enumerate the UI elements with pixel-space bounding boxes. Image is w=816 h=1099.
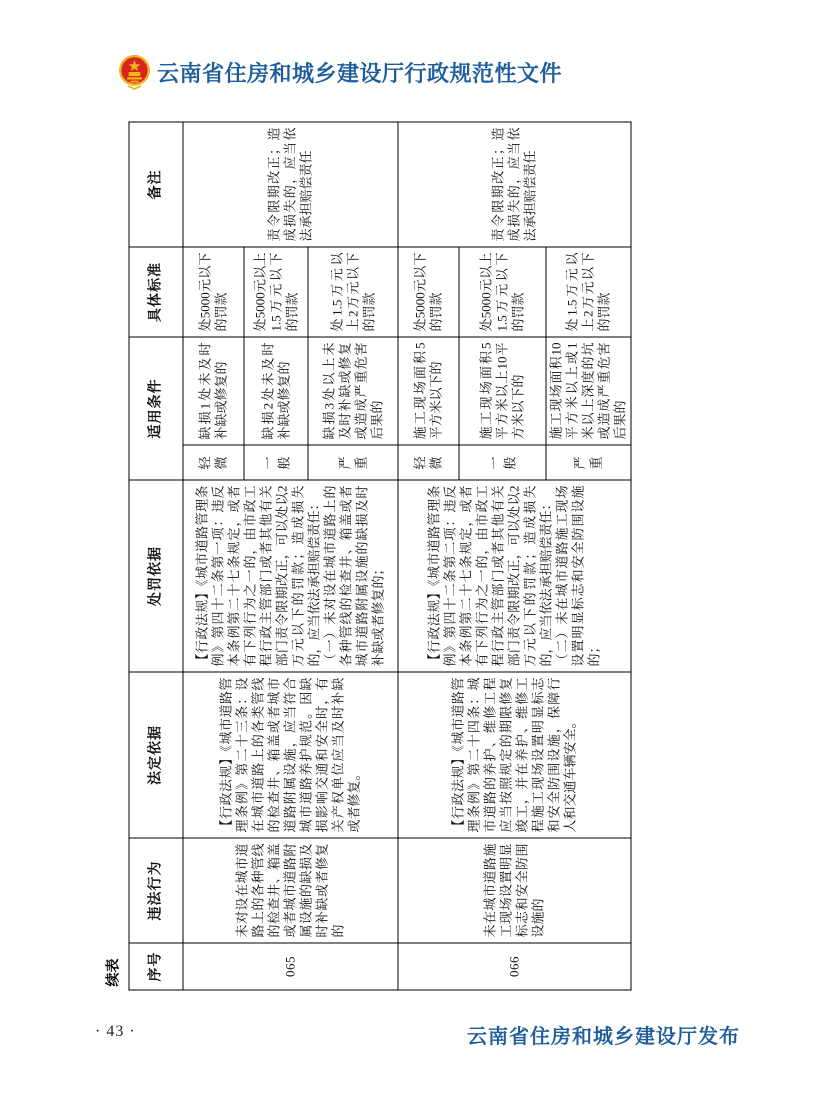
- header-serial: 序号: [129, 943, 183, 990]
- header-legal-basis: 法定依据: [129, 672, 183, 838]
- remark-cell: 责令限期改正；造成损失的，应当依法承担赔偿责任: [398, 122, 631, 247]
- condition-cell: 施工现场面积5平方米以下的: [398, 337, 459, 445]
- standard-cell: 处1.5万元以上2万元以下的罚款: [546, 247, 631, 337]
- legal-basis-cell: 【行政法规】《城市道路管理条例》第二十四条：城市道路的养护、维修工程应当按照规定的期限修复竣工，并在养护、维修工程施工现场设置明显标志和安全防围设施，保障行人和交通车辆安全。: [398, 672, 631, 838]
- grade-label-cell: 一般: [244, 445, 308, 480]
- national-emblem-icon: [118, 53, 151, 91]
- legal-basis-cell: 【行政法规】《城市道路管理条例》第二十三条：设在城市道路上的各类管线的检查井、箱盖或者城市道路附属设施，应当符合城市道路养护规范。因缺损影响交通和安全时，有关产权单位应当及时补缺或者修复。: [183, 672, 398, 838]
- penalty-intro: 【行政法规】《城市道路管理条例》第四十二条第二项：违反本条例第二十七条规定，或者有下列行为之一的，由市政工程行政主管部门或者其他有关部门责令限期改正，可以处以2万元以下的罚款；造成损失的，应当依法承担赔偿责任：: [426, 485, 553, 666]
- condition-cell: 缺损1处未及时补缺或修复的: [183, 337, 244, 445]
- header-penalty-basis: 处罚依据: [129, 480, 183, 672]
- condition-cell: 施工现场面积10平方米以上或1米以上深度的坑或造成严重危害后果的: [546, 337, 631, 445]
- regulation-table: [128, 121, 631, 990]
- serial-cell: 065: [183, 943, 398, 990]
- header-specific-standard: 具体标准: [129, 247, 183, 337]
- condition-cell: 缺损3处以上未及时补缺或修复或造成严重危害后果的: [308, 337, 398, 445]
- remark-cell: 责令限期改正；造成损失的，应当依法承担赔偿责任: [183, 122, 398, 247]
- page-number: · 43 ·: [95, 1023, 136, 1040]
- penalty-intro: 【行政法规】《城市道路管理条例》第四十二条第一项：违反本条例第二十七条规定，或者有下列行为之一的，由市政工程行政主管部门或者其他有关部门责令限期改正，可以处以2万元以下的罚款；造成损失的，应当依法承担赔偿责任：: [194, 485, 321, 666]
- publisher-label: 云南省住房和城乡建设厅发布: [467, 1026, 740, 1048]
- table-row-066-minor: [398, 122, 459, 990]
- violation-cell: 未对设在城市道路上的各种管线的检查井、箱盖或者城市道路附属设施的缺损及时补缺或者修复的: [183, 838, 398, 943]
- grade-label-cell: 一般: [459, 445, 546, 480]
- penalty-item: （二）未在城市道路施工现场设置明显标志和安全防围设施的；: [554, 485, 601, 666]
- header-applicable-conditions: 适用条件: [129, 337, 183, 480]
- penalty-basis-cell: [183, 480, 398, 672]
- standard-cell: 处5000元以下的罚款: [183, 247, 244, 337]
- penalty-basis-cell: [398, 480, 631, 672]
- landscape-table-wrapper: [106, 122, 627, 990]
- grade-label-cell: 轻微: [398, 445, 459, 480]
- grade-label-cell: 严重: [546, 445, 631, 480]
- grade-label-cell: 轻微: [183, 445, 244, 480]
- header-violation: 违法行为: [129, 838, 183, 943]
- penalty-item: （一）未对设在城市道路上的各种管线的检查井、箱盖或者城市道路附属设施的缺损及时补缺或者修复的；: [322, 485, 385, 666]
- violation-cell: 未在城市道路施工现场设置明显标志和安全防围设施的: [398, 838, 631, 943]
- grade-label-cell: 严重: [308, 445, 398, 480]
- page-title: 云南省住房和城乡建设厅行政规范性文件: [157, 61, 563, 86]
- standard-cell: 处1.5万元以上2万元以下的罚款: [308, 247, 398, 337]
- serial-cell: 066: [398, 943, 631, 990]
- table-header-row: [129, 122, 183, 990]
- table-row-065-minor: [183, 122, 244, 990]
- standard-cell: 处5000元以下的罚款: [398, 247, 459, 337]
- document-header: [0, 0, 816, 110]
- condition-cell: 施工现场面积5平方米以上10平方米以下的: [459, 337, 546, 445]
- rotated-table-zone: [106, 122, 627, 990]
- standard-cell: 处5000元以上1.5万元以下的罚款: [459, 247, 546, 337]
- standard-cell: 处5000元以上1.5万元以下的罚款: [244, 247, 308, 337]
- condition-cell: 缺损2处未及时补缺或修复的: [244, 337, 308, 445]
- continued-table-label: 续表: [106, 958, 121, 986]
- header-remarks: 备注: [129, 122, 183, 247]
